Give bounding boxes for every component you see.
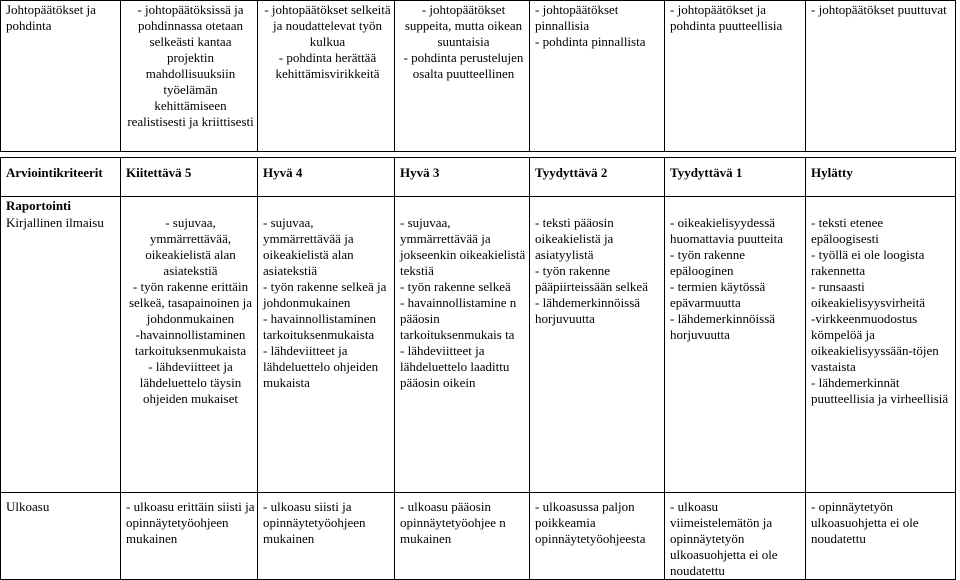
conclusions-label: Johtopäätökset ja pohdinta [1, 1, 121, 152]
written-grade-1: - oikeakielisyydessä huomattavia puutteita - työn rakenne epälooginen - termien käytössä epävarmuutta - lähdemerkinnöissä horjuvuutta [665, 214, 806, 493]
appearance-grade-2: - ulkoasussa paljon poikkeamia opinnäytetyöohjeesta [530, 493, 665, 580]
criteria-header-table [0, 157, 956, 197]
level-header: Tyydyttävä 2 [530, 158, 665, 197]
written-grade-2: - teksti pääosin oikeakielistä ja asiatyylistä - työn rakenne pääpiirteissään selkeä - lähdemerkinnöissä horjuvuutta [530, 214, 665, 493]
written-expression-label: Kirjallinen ilmaisu [1, 214, 121, 493]
conclusions-grade-5: - johtopäätöksissä ja pohdinnassa otetaan selkeästi kantaa projektin mahdollisuuksiin työelämän kehittämiseen realistisesti ja kriittisesti [121, 1, 258, 152]
written-grade-4: - sujuvaa, ymmärrettävää ja oikeakielistä alan asiatekstiä - työn rakenne selkeä ja johdonmukainen - havainnollistaminen tarkoituksenmukaista - lähdeviitteet ja lähdeluettelo ohjeiden mukaista [258, 214, 395, 493]
conclusions-fail: - johtopäätökset puuttuvat [806, 1, 956, 152]
appearance-grade-4: - ulkoasu siisti ja opinnäytetyöohjeen mukainen [258, 493, 395, 580]
level-header: Tyydyttävä 1 [665, 158, 806, 197]
criteria-header-row [1, 158, 956, 197]
conclusions-row [1, 1, 956, 152]
written-grade-3: - sujuvaa, ymmärrettävää ja jokseenkin oikeakielistä tekstiä - työn rakenne selkeä - havainnollistamine n pääosin tarkoituksenmukais ta - lähdeviitteet ja lähdeluettelo laadittu pääosin oikein [395, 214, 530, 493]
level-header: Kiitettävä 5 [121, 158, 258, 197]
written-grade-5: - sujuvaa, ymmärrettävää, oikeakielistä alan asiatekstiä - työn rakenne erittäin selkeä, tasapainoinen ja johdonmukainen -havainnollistaminen tarkoituksenmukaista - lähdeviitteet ja lähdeluettelo täysin ohjeiden mukaiset [121, 214, 258, 493]
reporting-table [0, 196, 956, 580]
conclusions-table [0, 0, 956, 152]
written-expression-row [1, 214, 956, 493]
section-heading: Raportointi [1, 197, 121, 215]
appearance-row [1, 493, 956, 580]
level-header: Hylätty [806, 158, 956, 197]
appearance-grade-5: - ulkoasu erittäin siisti ja opinnäytetyöohjeen mukainen [121, 493, 258, 580]
conclusions-grade-1: - johtopäätökset ja pohdinta puutteellisia [665, 1, 806, 152]
level-header: Hyvä 4 [258, 158, 395, 197]
conclusions-grade-4: - johtopäätökset selkeitä ja noudattelevat työn kulkua - pohdinta herättää kehittämisvirikkeitä [258, 1, 395, 152]
criteria-label: Arviointikriteerit [1, 158, 121, 197]
conclusions-grade-3: - johtopäätökset suppeita, mutta oikean suuntaisia - pohdinta perustelujen osalta puutteellinen [395, 1, 530, 152]
conclusions-grade-2: - johtopäätökset pinnallisia - pohdinta pinnallista [530, 1, 665, 152]
appearance-grade-3: - ulkoasu pääosin opinnäytetyöohjee n mukainen [395, 493, 530, 580]
level-header: Hyvä 3 [395, 158, 530, 197]
written-fail: - teksti etenee epäloogisesti - työllä ei ole loogista rakennetta - runsaasti oikeakielisyysvirheitä -virkkeenmuodostus kömpelöä ja oikeakielisyyssään-töjen vastaista - lähdemerkinnät puutteellisia ja virheellisiä [806, 214, 956, 493]
appearance-grade-1: - ulkoasu viimeistelemätön ja opinnäytetyön ulkoasuohjetta ei ole noudatettu [665, 493, 806, 580]
appearance-fail: - opinnäytetyön ulkoasuohjetta ei ole noudatettu [806, 493, 956, 580]
appearance-label: Ulkoasu [1, 493, 121, 580]
